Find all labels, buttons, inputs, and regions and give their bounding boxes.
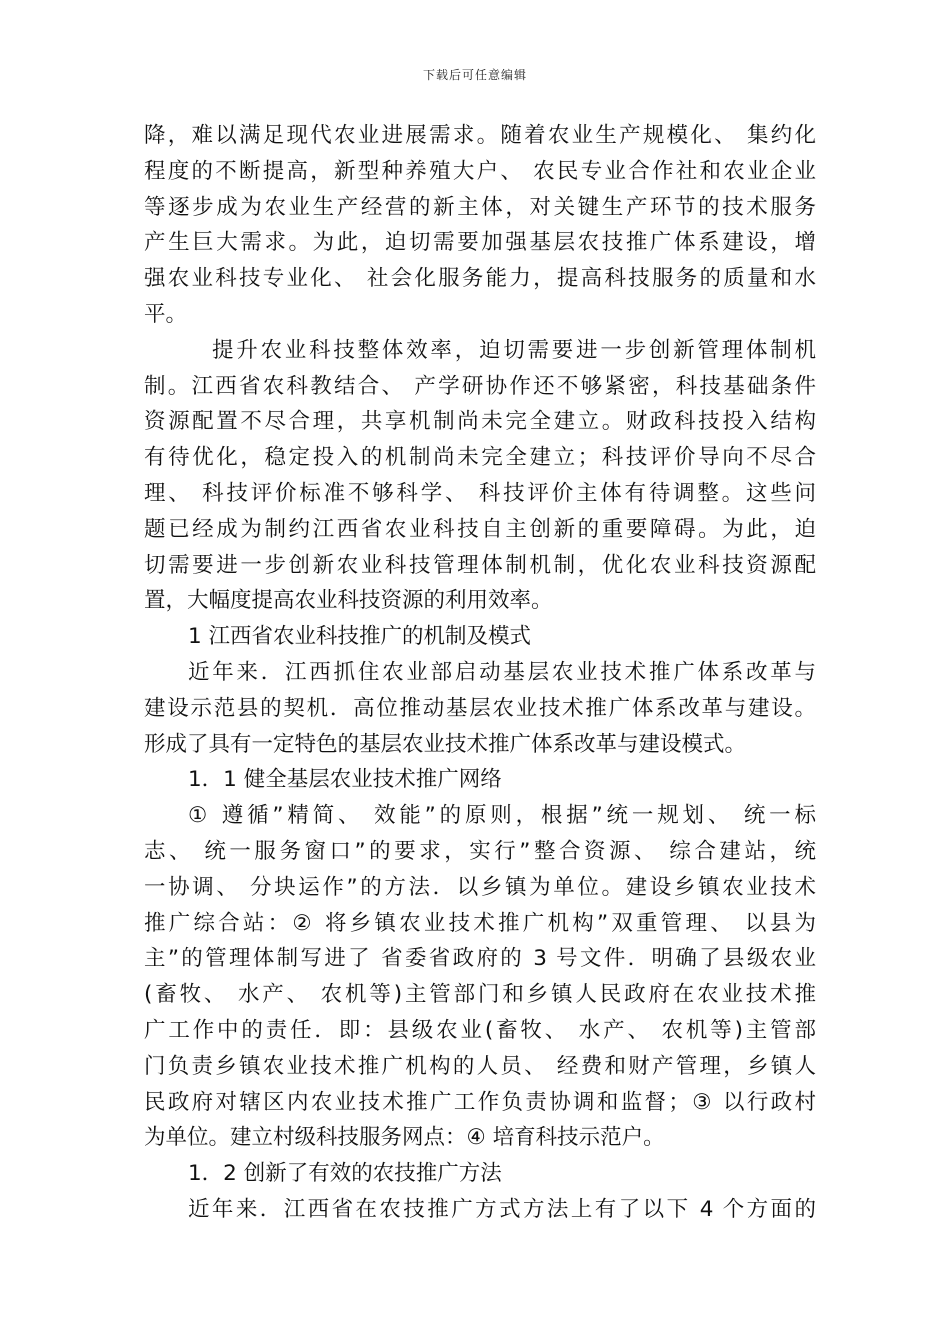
text-line: 门负责乡镇农业技术推广机构的人员、 经费和财产管理，乡镇人 xyxy=(144,1053,816,1079)
text-line: 降，难以满足现代农业进展需求。随着农业生产规模化、 集约化 xyxy=(144,123,816,148)
text-line: 近年来．江西抓住农业部启动基层农业技术推广体系改革与 xyxy=(188,659,816,685)
text-line: 程度的不断提高，新型种养殖大户、 农民专业合作社和农业企业 xyxy=(144,158,816,184)
text-line: 题已经成为制约江西省农业科技自主创新的重要障碍。为此，迫 xyxy=(144,516,816,542)
text-line: 理、 科技评价标准不够科学、 科技评价主体有待调整。这些问 xyxy=(144,480,816,506)
text-line: ① 遵循”精简、 效能”的原则，根据”统一规划、 统一标 xyxy=(188,803,816,829)
text-line: 建设示范县的契机．高位推动基层农业技术推广体系改革与建设。 xyxy=(144,695,816,721)
text-line: 产生巨大需求。为此，迫切需要加强基层农技推广体系建设，增 xyxy=(144,230,816,256)
text-line: 主”的管理体制写进了 省委省政府的 3 号文件．明确了县级农业 xyxy=(144,946,816,972)
text-line: 置，大幅度提高农业科技资源的利用效率。 xyxy=(144,588,553,614)
text-line: 民政府对辖区内农业技术推广工作负责协调和监督；③ 以行政村 xyxy=(144,1089,816,1115)
text-line: 为单位。建立村级科技服务网点：④ 培育科技示范户。 xyxy=(144,1125,665,1151)
text-line: 广工作中的责任．即：县级农业(畜牧、 水产、 农机等)主管部 xyxy=(144,1017,816,1043)
text-line: 等逐步成为农业生产经营的新主体，对关键生产环节的技术服务 xyxy=(144,194,816,220)
text-line: 制。江西省农科教结合、 产学研协作还不够紧密，科技基础条件 xyxy=(144,373,816,399)
text-line: 有待优化，稳定投入的机制尚未完全建立；科技评价导向不尽合 xyxy=(144,445,816,471)
document-body xyxy=(144,118,816,1228)
text-line: 资源配置不尽合理，共享机制尚未完全建立。财政科技投入结构 xyxy=(144,409,816,435)
section-heading: 1 江西省农业科技推广的机制及模式 xyxy=(188,624,532,650)
text-line: 切需要进一步创新农业科技管理体制机制，优化农业科技资源配 xyxy=(144,552,816,578)
text-line: (畜牧、 水产、 农机等)主管部门和乡镇人民政府在农业技术推 xyxy=(144,982,816,1008)
text-line: 平。 xyxy=(144,301,188,327)
text-line: 近年来．江西省在农技推广方式方法上有了以下 4 个方面的 xyxy=(188,1196,816,1222)
page-header: 下载后可任意编辑 xyxy=(422,68,527,82)
text-line: 志、 统一服务窗口”的要求，实行”整合资源、 综合建站，统 xyxy=(144,838,816,864)
text-line: 提升农业科技整体效率，迫切需要进一步创新管理体制机 xyxy=(212,337,816,363)
subsection-heading: 1．2 创新了有效的农技推广方法 xyxy=(188,1161,502,1187)
subsection-heading: 1．1 健全基层农业技术推广网络 xyxy=(188,767,502,793)
text-line: 强农业科技专业化、 社会化服务能力，提高科技服务的质量和水 xyxy=(144,266,816,292)
text-line: 推广综合站：② 将乡镇农业技术推广机构”双重管理、 以县为 xyxy=(144,910,816,936)
text-line: 一协调、 分块运作”的方法．以乡镇为单位。建设乡镇农业技术 xyxy=(144,874,816,900)
text-line: 形成了具有一定特色的基层农业技术推广体系改革与建设模式。 xyxy=(144,731,747,757)
